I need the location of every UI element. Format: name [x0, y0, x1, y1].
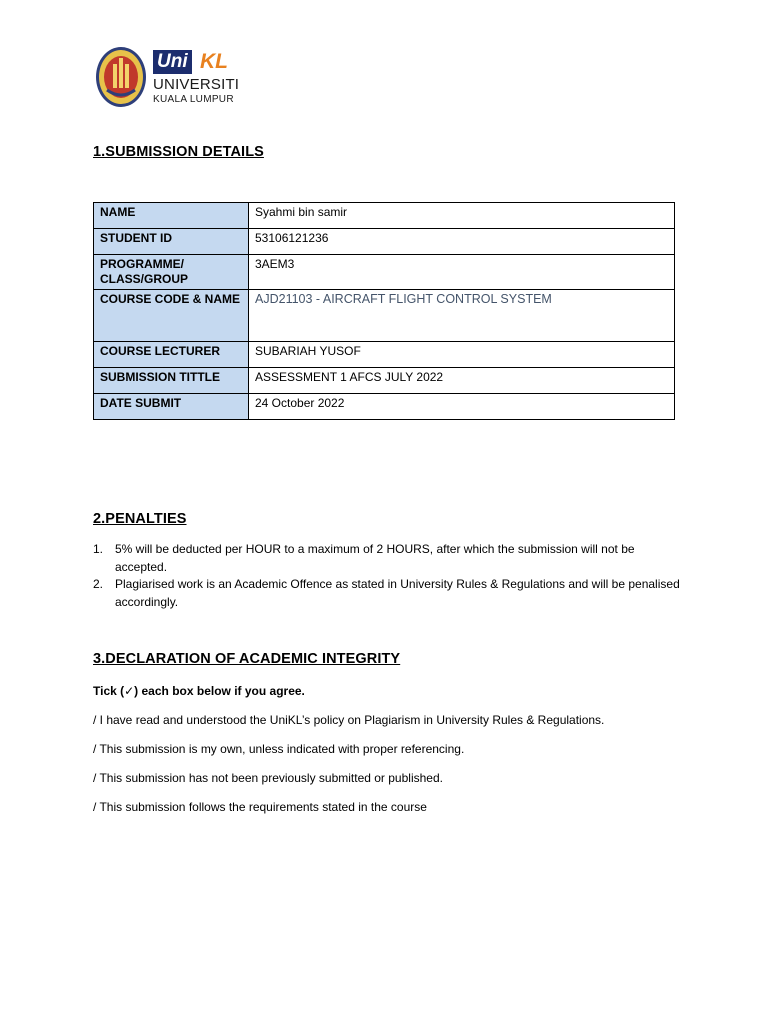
- table-row: [94, 290, 675, 342]
- name-label: NAME: [94, 203, 249, 229]
- declaration-statement: / This submission follows the requirements stated in the course: [93, 800, 427, 814]
- course-code-value: AJD21103 - AIRCRAFT FLIGHT CONTROL SYSTEM: [249, 290, 675, 342]
- list-item: [93, 541, 683, 576]
- list-number: 1.: [93, 542, 104, 556]
- table-row: [94, 229, 675, 255]
- unikl-wordmark: [150, 50, 250, 108]
- list-text: Plagiarised work is an Academic Offence as stated in University Rules & Regulations and will be penalised accordingly.: [115, 577, 680, 609]
- logo-kl-text: KL: [200, 50, 228, 73]
- student-id-value: 53106121236: [249, 229, 675, 255]
- table-row: [94, 342, 675, 368]
- unikl-logo: [93, 42, 251, 112]
- date-submit-value: 24 October 2022: [249, 394, 675, 420]
- table-row: [94, 394, 675, 420]
- course-lecturer-label: COURSE LECTURER: [94, 342, 249, 368]
- name-value: Syahmi bin samir: [249, 203, 675, 229]
- declaration-statement: / This submission has not been previously submitted or published.: [93, 771, 443, 785]
- course-lecturer-value: SUBARIAH YUSOF: [249, 342, 675, 368]
- list-item: [93, 576, 683, 611]
- submission-title-value: ASSESSMENT 1 AFCS JULY 2022: [249, 368, 675, 394]
- logo-universiti-text: UNIVERSITI: [153, 76, 240, 93]
- logo-kuala-lumpur-text: KUALA LUMPUR: [153, 94, 234, 105]
- date-submit-label: DATE SUBMIT: [94, 394, 249, 420]
- list-number: 2.: [93, 577, 104, 591]
- student-id-label: STUDENT ID: [94, 229, 249, 255]
- declaration-statement: / I have read and understood the UniKL’s policy on Plagiarism in University Rules & Regulations.: [93, 713, 605, 727]
- penalties-list: [93, 541, 683, 611]
- list-text: 5% will be deducted per HOUR to a maximum of 2 HOURS, after which the submission will not be accepted.: [115, 542, 635, 574]
- university-seal-icon: [95, 46, 147, 108]
- penalties-heading: 2.PENALTIES: [93, 511, 187, 527]
- table-row: [94, 255, 675, 290]
- submission-title-label: SUBMISSION TITTLE: [94, 368, 249, 394]
- declaration-heading: 3.DECLARATION OF ACADEMIC INTEGRITY: [93, 651, 401, 667]
- programme-value: 3AEM3: [249, 255, 675, 290]
- table-row: [94, 203, 675, 229]
- submission-details-table: [93, 202, 675, 420]
- table-row: [94, 368, 675, 394]
- course-code-label: COURSE CODE & NAME: [94, 290, 249, 342]
- logo-uni-text: Uni: [153, 50, 192, 74]
- programme-label: PROGRAMME/ CLASS/GROUP: [94, 255, 249, 290]
- declaration-instruction: Tick (✓) each box below if you agree.: [93, 684, 305, 698]
- declaration-statement: / This submission is my own, unless indicated with proper referencing.: [93, 742, 465, 756]
- submission-details-heading: 1.SUBMISSION DETAILS: [93, 144, 264, 160]
